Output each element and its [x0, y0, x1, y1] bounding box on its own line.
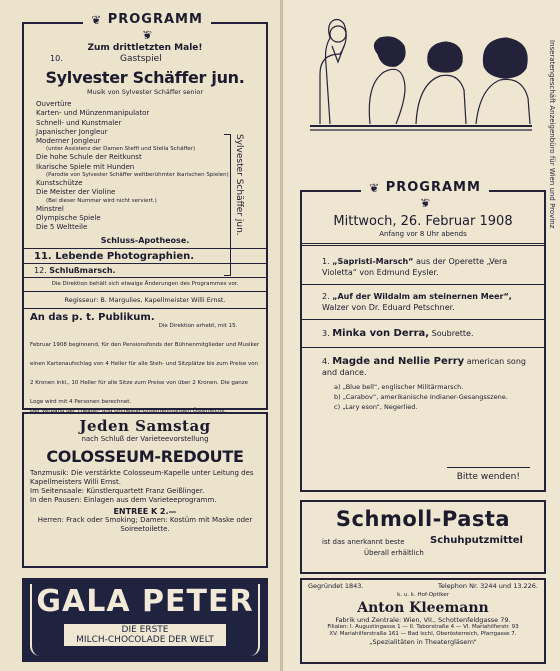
item-11-text: Lebende Photographien. [55, 250, 195, 262]
song-subitem: b) „Carabov“, amerikanische Indianer-Gesangsszene. [334, 393, 508, 401]
ad-ornament-right-icon [238, 584, 260, 656]
gala-peter-logo: GALA PETER [36, 584, 254, 619]
program-item-title: „Auf der Wildalm am steinernen Meer“, [332, 292, 512, 301]
direktion-note: Die Direktion behält sich etwaige Änderungen des Programmes vor. [51, 280, 239, 287]
right-program-panel [300, 180, 546, 492]
acts-list [36, 100, 232, 233]
item-12-number: 12. [34, 265, 47, 275]
act-note: (unter Assistenz der Damen Steffi und Stella Schäffer) [46, 146, 196, 153]
program-item [302, 285, 544, 319]
seitensaale-line: Im Seitensaale: Künstlerquartett Franz Geißlinger. [30, 487, 205, 495]
jeden-samstag: Jeden Samstag [79, 417, 211, 435]
entree-price: ENTREE K 2.— [113, 507, 177, 516]
schmoll-tagline [302, 535, 544, 549]
act-item: Die hohe Schule der Reitkunst [36, 153, 142, 162]
kleemann-filialen-2: XV. Mariahilferstraße 161 — Bad Ischl, Oberösterreich, Pfarrgasse 7. [329, 631, 517, 637]
program-item-number: 4. [322, 357, 330, 366]
kleemann-name: Anton Kleemann [357, 600, 489, 616]
schluss-apotheose: Schluss-Apotheose. [100, 235, 190, 245]
program-date: Mittwoch, 26. Februar 1908 [333, 214, 513, 229]
bitte-wenden: Bitte wenden! [447, 467, 530, 482]
verband-line: Der Verband der Theater- und Orchester-Unternehmungen Österreichs. [30, 407, 226, 414]
program-item-detail: aus der Operette „Vera Violetta“ von Edmund Eysler. [322, 257, 508, 277]
act-item: Ikarische Spiele mit Hunden [36, 162, 135, 171]
act-item: Japanischer Jongleur [36, 127, 108, 136]
right-heading [361, 180, 489, 210]
tanzmusik-line: Tanzmusik: Die verstärkte Colosseum-Kapelle unter Leitung des Kapellmeisters Willi Ernst. [30, 469, 254, 486]
program-item-detail: Walzer von Dr. Eduard Petschner. [322, 303, 455, 312]
scroll-ornament-left-icon: ❦ [91, 12, 103, 27]
song-subitem: a) „Blue bell“, englischer Militärmarsch. [334, 383, 464, 391]
kleemann-filialen-1: Filialen: I. Augustingasse 1 — II. Taborstraße 4 — VI. Mariahilferstr. 93 [327, 624, 519, 630]
drittletzten: Zum drittletzten Male! [87, 43, 203, 53]
program-item-title: „Sapristi-Marsch“ [332, 257, 414, 266]
kleemann-ad [300, 578, 546, 664]
program-item-title: Minka von Derra, [332, 328, 430, 339]
page-fold [280, 0, 283, 671]
song-subitem: c) „Lary eson“, Negerlied. [334, 403, 418, 411]
audience-illustration-icon [300, 14, 540, 134]
program-item-title: Magde and Nellie Perry [332, 356, 465, 367]
colosseum-redoute: COLOSSEUM-REDOUTE [46, 447, 244, 466]
act-item: Moderner Jongleur [36, 137, 101, 146]
scroll-ornament-left-icon: ❦ [369, 180, 381, 195]
acts-bracket [224, 134, 231, 276]
act-item: Karten- und Münzenmanipulator [36, 109, 150, 118]
act-item: Ouvertüre [36, 100, 72, 108]
nach-schluss: nach Schluß der Varieteevorstellung [81, 435, 209, 443]
left-program-panel [22, 12, 268, 414]
gastspiel-number: 10. [50, 54, 63, 63]
left-heading [83, 12, 211, 42]
item-12-text: Schlußmarsch. [49, 265, 116, 275]
program-item-number: 1. [322, 257, 330, 266]
scroll-ornament-right-icon: ❦ [419, 195, 431, 210]
program-item-number: 3. [322, 329, 330, 338]
gala-peter-ad [22, 578, 268, 662]
left-heading-text: PROGRAMM [107, 12, 203, 27]
performer-name: Sylvester Schäffer jun. [45, 68, 245, 87]
schmoll-pasta-logo: Schmoll-Pasta [335, 507, 511, 531]
program-item [302, 348, 544, 380]
gala-tagline-box [64, 624, 226, 646]
act-note: (Parodie von Sylvester Schäffer weltberühmter ikarischen Spielen) [46, 172, 229, 179]
act-item: Kunstschütze [36, 179, 83, 188]
ad-ornament-left-icon [30, 584, 52, 656]
scroll-ornament-right-icon: ❦ [141, 27, 153, 42]
right-heading-text: PROGRAMM [385, 180, 481, 195]
schmoll-tagline-1: ist das anerkannt beste [322, 538, 405, 546]
kleemann-spezial: „Spezialitäten in Theatergläsern“ [369, 638, 477, 646]
program-item-detail: Soubrette. [431, 329, 474, 338]
publikum-notice [24, 309, 266, 418]
program-item [302, 320, 544, 347]
program-item-number: 2. [322, 292, 330, 301]
schmoll-pasta-ad [300, 500, 546, 574]
kleemann-hofoptiker: k. u. k. Hof-Optiker [397, 592, 449, 598]
dress-code: Herren: Frack oder Smoking; Damen: Kostüm mit Maske oder Soireetoilette. [37, 516, 253, 533]
kleemann-founded: Gegründet 1843. [308, 582, 364, 590]
act-item: Die Meister der Violine [36, 188, 116, 197]
program-item [302, 246, 544, 284]
act-item: Minstrel [36, 204, 64, 213]
gastspiel-label: Gastspiel [120, 54, 162, 64]
gala-erste: DIE ERSTE [121, 625, 169, 635]
program-item-detail: american song and dance. [322, 357, 526, 377]
regie-line: Regisseur: B. Margulies, Kapellmeister Willi Ernst. [64, 295, 226, 304]
gala-milch: MILCH-CHOCOLADE DER WELT [76, 635, 214, 645]
right-edge-vertical-text: Inseratengeschäft Anzeigenbüro für Wien und Provinz [548, 40, 556, 229]
item-11-number: 11. [34, 250, 52, 262]
act-item: Olympische Spiele [36, 213, 101, 222]
theatre-illustration [300, 14, 540, 134]
schmoll-tagline-2: Schuhputzmittel [430, 535, 523, 546]
music-note: Musik von Sylvester Schäffer senior [86, 88, 204, 96]
kleemann-telephone: Telephon Nr. 3244 und 13.226. [438, 582, 538, 590]
redoute-panel [22, 412, 268, 568]
schmoll-tagline-3: Überall erhältlich [364, 549, 424, 557]
act-item: Schnell- und Kunstmaler [36, 118, 122, 127]
vertical-performer-name: Sylvester Schäffer jun. [234, 134, 244, 236]
act-note: (Bei dieser Nummer wird nicht serviert.) [46, 197, 157, 204]
pausen-line: In den Pausen: Einlagen aus dem Varieteeprogramm. [30, 496, 217, 504]
song-sublist [302, 380, 544, 412]
publikum-text: Die Direktion erhebt, mit 15. Februar 1908 beginnend, für den Pensionsfonds der Bühnenmitglieder und Musiker einen Kartenaufschlag von 4 Heller für alle Steh- und Sitzplätze bis zum Preise von 2 Kronen inkl., 10 Heller für alle Sitze zum Preise von über 2 Kronen. Die ganze Loge wird mit 4 Personen berechnet. [30, 322, 260, 405]
kleemann-fabrik: Fabrik und Zentrale: Wien, VII., Schottenfeldgasse 79. [335, 616, 511, 624]
act-item: Die 5 Weltteile [36, 223, 88, 232]
program-start-time: Anfang vor 8 Uhr abends [379, 230, 467, 238]
publikum-title: An das p. t. Publikum. [30, 311, 155, 323]
